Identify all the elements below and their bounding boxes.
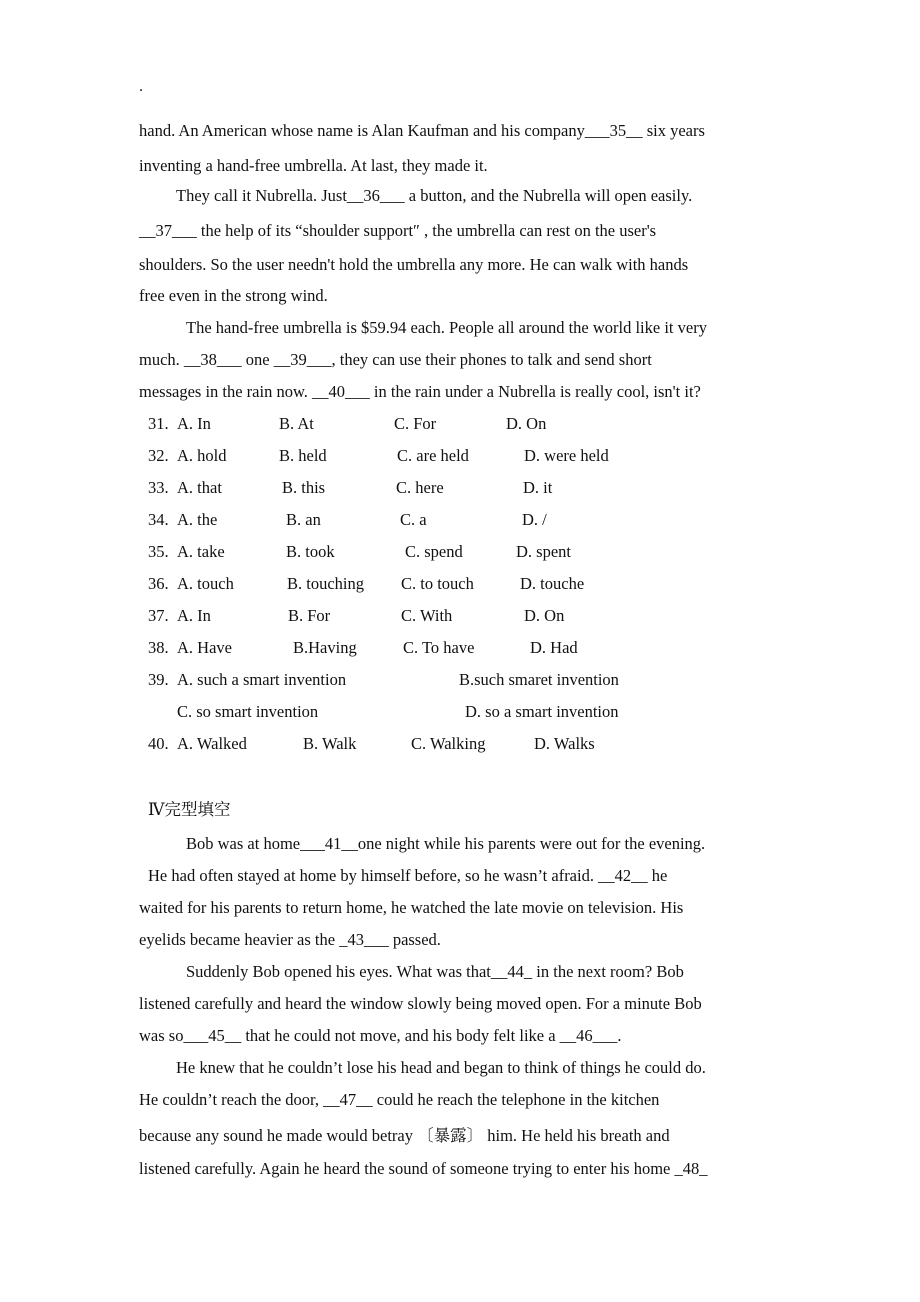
- passage-line: was so___45__ that he could not move, and his body felt like a __46___.: [139, 1026, 622, 1045]
- option-b: B. Walk: [303, 734, 357, 753]
- option-b: B. an: [286, 510, 321, 529]
- question-number: 37.: [148, 606, 169, 625]
- option-d: D. Walks: [534, 734, 595, 753]
- passage-line: because any sound he made would betray 〔暴露〕 him. He held his breath and: [139, 1126, 670, 1145]
- option-b: B. held: [279, 446, 327, 465]
- option-c: C. so smart invention: [177, 702, 319, 721]
- passage-line: __37___ the help of its “shoulder support″ , the umbrella can rest on the user's: [139, 221, 657, 240]
- option-d: D. were held: [524, 446, 609, 465]
- passage-line: He couldn’t reach the door, __47__ could he reach the telephone in the kitchen: [139, 1090, 660, 1109]
- passage-line: waited for his parents to return home, he watched the late movie on television. His: [139, 898, 684, 917]
- option-d: D. touche: [520, 574, 585, 593]
- question-number: 32.: [148, 446, 169, 465]
- option-c: C. here: [396, 478, 444, 497]
- passage-line: hand. An American whose name is Alan Kaufman and his company___35__ six years: [139, 121, 705, 140]
- question-number: 35.: [148, 542, 169, 561]
- option-d: D. Had: [530, 638, 578, 657]
- option-a: A. such a smart invention: [177, 670, 347, 689]
- option-c: C. With: [401, 606, 453, 625]
- option-a: A. that: [177, 478, 222, 497]
- question-number: 34.: [148, 510, 169, 529]
- option-c: C. are held: [397, 446, 469, 465]
- option-b: B. touching: [287, 574, 364, 593]
- question-number: 31.: [148, 414, 169, 433]
- passage-line: listened carefully. Again he heard the sound of someone trying to enter his home _48_: [139, 1159, 708, 1178]
- option-d: D. On: [524, 606, 565, 625]
- option-b: B.Having: [293, 638, 357, 657]
- option-b: B. took: [286, 542, 335, 561]
- passage-line: He had often stayed at home by himself before, so he wasn’t afraid. __42__ he: [148, 866, 668, 885]
- option-c: C. a: [400, 510, 427, 529]
- option-a: A. In: [177, 606, 211, 625]
- option-d: D. On: [506, 414, 547, 433]
- option-a: A. the: [177, 510, 218, 529]
- passage-line: eyelids became heavier as the _43___ passed.: [139, 930, 441, 949]
- question-number: 38.: [148, 638, 169, 657]
- passage-line: inventing a hand-free umbrella. At last, they made it.: [139, 156, 488, 175]
- option-c: C. spend: [405, 542, 463, 561]
- option-d: D. spent: [516, 542, 571, 561]
- passage-line: shoulders. So the user needn't hold the umbrella any more. He can walk with hands: [139, 255, 689, 274]
- option-c: C. Walking: [411, 734, 486, 753]
- option-a: A. In: [177, 414, 211, 433]
- option-a: A. take: [177, 542, 225, 561]
- header-mark: .: [139, 78, 143, 95]
- option-b: B.such smaret invention: [459, 670, 619, 689]
- passage-line: They call it Nubrella. Just__36___ a button, and the Nubrella will open easily.: [176, 186, 693, 205]
- passage-line: much. __38___ one __39___, they can use their phones to talk and send short: [139, 350, 652, 369]
- option-b: B. At: [279, 414, 314, 433]
- passage-line: messages in the rain now. __40___ in the rain under a Nubrella is really cool, isn't it?: [139, 382, 701, 401]
- option-b: B. this: [282, 478, 326, 497]
- passage-line: Suddenly Bob opened his eyes. What was that__44_ in the next room? Bob: [186, 962, 684, 981]
- passage-line: free even in the strong wind.: [139, 286, 328, 305]
- section-heading: Ⅳ完型填空: [148, 800, 231, 819]
- question-number: 33.: [148, 478, 169, 497]
- question-number: 36.: [148, 574, 169, 593]
- passage-line: Bob was at home___41__one night while his parents were out for the evening.: [186, 834, 706, 853]
- passage-line: The hand-free umbrella is $59.94 each. People all around the world like it very: [186, 318, 707, 337]
- question-number: 39.: [148, 670, 169, 689]
- passage-line: He knew that he couldn’t lose his head and began to think of things he could do.: [176, 1058, 706, 1077]
- option-d: D. /: [522, 510, 547, 529]
- option-a: A. touch: [177, 574, 234, 593]
- option-a: A. Walked: [177, 734, 247, 753]
- option-d: D. it: [523, 478, 553, 497]
- option-a: A. Have: [177, 638, 232, 657]
- option-b: B. For: [288, 606, 331, 625]
- passage-line: listened carefully and heard the window slowly being moved open. For a minute Bob: [139, 994, 702, 1013]
- question-number: 40.: [148, 734, 169, 753]
- option-c: C. To have: [403, 638, 475, 657]
- option-d: D. so a smart invention: [465, 702, 619, 721]
- option-c: C. For: [394, 414, 437, 433]
- option-c: C. to touch: [401, 574, 474, 593]
- option-a: A. hold: [177, 446, 227, 465]
